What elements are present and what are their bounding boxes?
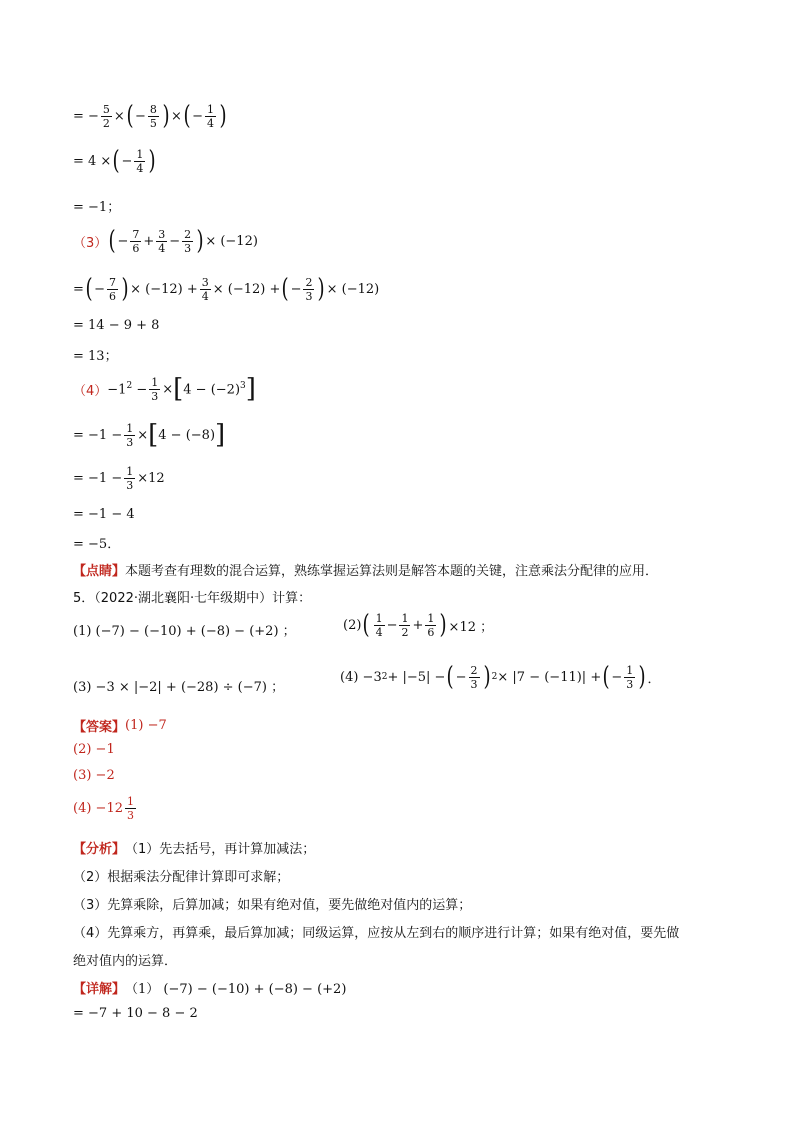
problem-5-q1: (1) (−7) − (−10) + (−8) − (+2) ； — [73, 624, 296, 639]
analysis-4: （4）先算乘方，再算乘，最后算加减；同级运算，应按从左到右的顺序进行计算；如果有绝对值，要先做 — [73, 926, 680, 941]
fraction: $\frac{2}{3}$ — [184, 227, 192, 255]
analysis-1: 【分析】 （1）先去括号，再计算加减法； — [73, 842, 316, 857]
part-3-expression: （3） ( − $\frac{7}{6}$ + $\frac{3}{4}$ − $\frac{2}{3}$ ) × (−12) — [73, 226, 258, 256]
calc-line-5: = 14 − 9 + 8 — [73, 318, 160, 333]
calc-line-7: = −1 − $\frac{1}{3}$ × [ 4 − (−8) ] — [73, 420, 226, 450]
problem-5-q2: (2) ( $\frac{1}{4}$ − $\frac{1}{2}$ + $\frac{1}{6}$ ) ×12 ； — [343, 610, 494, 640]
fraction: $\frac{7}{6}$ — [108, 275, 116, 303]
answer-line-1: 【答案】 (1) −7 — [73, 718, 167, 735]
calc-line-3: = −1； — [73, 200, 121, 215]
calc-line-6: = 13； — [73, 349, 118, 364]
dianjing-note: 【点睛】 本题考查有理数的混合运算，熟练掌握运算法则是解答本题的关键，注意乘法分配律的应用． — [73, 564, 659, 579]
calc-line-2: = 4 × ( − $\frac{1}{4}$ ) — [73, 146, 157, 176]
part-4-expression: （4） $-1^2$ − $\frac{1}{3}$ × [ $4 - (-2)^3$ ] — [73, 374, 256, 404]
fraction: $\frac{1}{6}$ — [427, 611, 435, 639]
analysis-4-continued: 绝对值内的运算． — [73, 954, 178, 969]
fraction: $\frac{8}{5}$ — [149, 102, 157, 130]
fraction: $\frac{2}{3}$ — [470, 663, 478, 691]
problem-5-q3: (3) −3 × |−2| + (−28) ÷ (−7) ； — [73, 680, 285, 695]
fraction: $\frac{2}{3}$ — [305, 275, 313, 303]
calc-line-4: = ( − $\frac{7}{6}$ ) × (−12) + $\frac{3}{4}$ × (−12) + ( − $\frac{2}{3}$ ) × (−12) — [73, 274, 380, 304]
answer-line-4: (4) −12 $\frac{1}{3}$ — [73, 795, 134, 822]
fraction: $\frac{1}{3}$ — [126, 465, 134, 492]
problem-5-q4: (4) −3 2 + |−5| − ( − $\frac{2}{3}$ ) 2 × |7 − (−11)| + ( − $\frac{1}{3}$ ) ． — [340, 662, 661, 692]
calc-line-8: = −1 − $\frac{1}{3}$ ×12 — [73, 465, 165, 492]
fraction: $\frac{3}{4}$ — [201, 275, 209, 303]
fraction: $\frac{3}{4}$ — [158, 227, 166, 255]
fraction: $\frac{1}{4}$ — [375, 611, 383, 639]
answer-line-2: (2) −1 — [73, 742, 115, 757]
fraction: $\frac{1}{3}$ — [126, 421, 134, 449]
fraction: $\frac{1}{2}$ — [401, 611, 409, 639]
problem-5-heading: 5．（2022·湖北襄阳·七年级期中）计算： — [73, 591, 312, 606]
analysis-3: （3）先算乘除，后算加减；如果有绝对值，要先做绝对值内的运算； — [73, 898, 472, 913]
detail-1: 【详解】 （1） (−7) − (−10) + (−8) − (+2) — [73, 982, 347, 997]
fraction: $\frac{1}{3}$ — [151, 375, 159, 403]
fraction: $\frac{5}{2}$ — [102, 102, 110, 130]
detail-2: = −7 + 10 − 8 − 2 — [73, 1006, 198, 1021]
fraction: $\frac{1}{4}$ — [207, 102, 215, 130]
fraction: $\frac{1}{3}$ — [126, 795, 134, 822]
calc-line-1: = − $\frac{5}{2}$ × ( − $\frac{8}{5}$ ) × ( − $\frac{1}{4}$ ) — [73, 101, 227, 131]
answer-line-3: (3) −2 — [73, 768, 115, 783]
calc-line-10: = −5． — [73, 537, 121, 552]
fraction: $\frac{1}{4}$ — [136, 147, 144, 175]
analysis-2: （2）根据乘法分配律计算即可求解； — [73, 870, 290, 885]
fraction: $\frac{7}{6}$ — [132, 227, 140, 255]
calc-line-9: = −1 − 4 — [73, 507, 135, 522]
fraction: $\frac{1}{3}$ — [626, 663, 634, 691]
